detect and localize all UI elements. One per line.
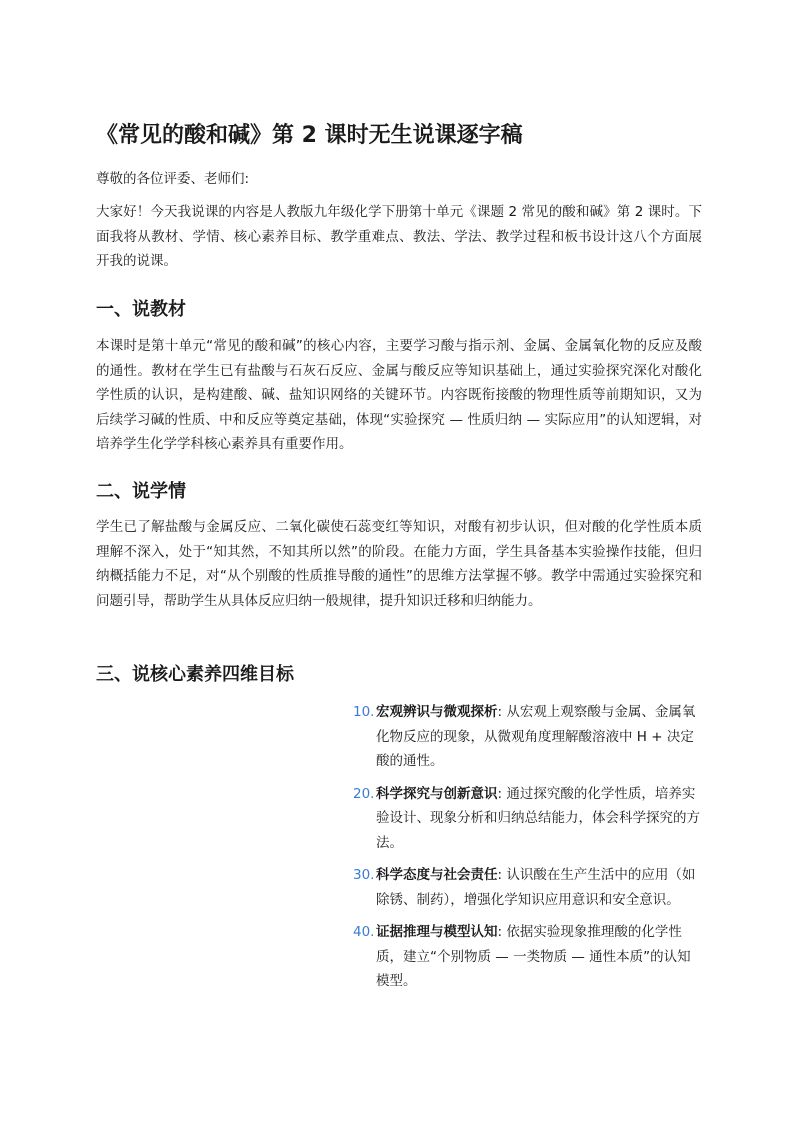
list-number: 20. (353, 785, 375, 802)
section-heading-students: 二、说学情 (96, 481, 186, 502)
section-text-students: 学生已了解盐酸与金属反应、二氧化碳使石蕊变红等知识，对酸有初步认识，但对酸的化学性质本质理解不深入，处于“知其然，不知其所以然”的阶段。在能力方面，学生具备基本实验操作技能，但归纳概括能力不足，对“从个别酸的性质推导酸的通性”的思维方法掌握不够。教学中需通过实验探究和问题引导，帮助学生从具体反应归纳一般规律，提升知识迁移和归纳能力。 (96, 519, 702, 609)
goal-term: 科学探究与创新意识 (376, 785, 498, 802)
intro-paragraph: 大家好！今天我说课的内容是人教版九年级化学下册第十单元《课题 2 常见的酸和碱》第 2 课时。下面我将从教材、学情、核心素养目标、教学重难点、教法、学法、教学过程和板书设计这八个方面展开我的说课。 (96, 204, 702, 269)
section-text-textbook: 本课时是第十单元“常见的酸和碱”的核心内容，主要学习酸与指示剂、金属、金属氧化物的反应及酸的通性。教材在学生已有盐酸与石灰石反应、金属与酸反应等知识基础上，通过实验探究深化对酸化学性质的认识，是构建酸、碱、盐知识网络的关键环节。内容既衔接酸的物理性质等前期知识，又为后续学习碱的性质、中和反应等奠定基础，体现“实验探究 — 性质归纳 — 实际应用”的认知逻辑，对培养学生化学学科核心素养具有重要作用。 (96, 338, 702, 452)
goals-list (353, 700, 702, 1002)
section-heading-textbook: 一、说教材 (96, 299, 186, 320)
list-item (353, 782, 702, 856)
goal-text: : 依据实验现象推理酸的化学性质，建立“个别物质 — 一类物质 — 通性本质”的认知模型。 (376, 924, 691, 989)
list-number: 40. (353, 924, 375, 940)
goal-text: : 从宏观上观察酸与金属、金属氧化物反应的现象，从微观角度理解酸溶液中 H + 决定酸的通性。 (376, 704, 696, 769)
goal-term: 证据推理与模型认知 (376, 924, 498, 940)
list-item (353, 863, 702, 912)
goal-term: 宏观辨识与微观探析 (376, 704, 498, 720)
goal-term: 科学态度与社会责任 (376, 867, 498, 883)
list-item (353, 700, 702, 774)
goal-text: : 通过探究酸的化学性质，培养实验设计、现象分析和归纳总结能力，体会科学探究的方法。 (376, 785, 700, 851)
greeting: 尊敬的各位评委、老师们: (96, 171, 250, 187)
document-title: 《常见的酸和碱》第 2 课时无生说课逐字稿 (96, 123, 523, 148)
section-heading-goals: 三、说核心素养四维目标 (96, 664, 294, 685)
list-number: 10. (353, 704, 375, 720)
goal-text: : 认识酸在生产生活中的应用（如除锈、制药），增强化学知识应用意识和安全意识。 (376, 867, 696, 908)
list-number: 30. (353, 867, 375, 883)
list-item (353, 920, 702, 994)
